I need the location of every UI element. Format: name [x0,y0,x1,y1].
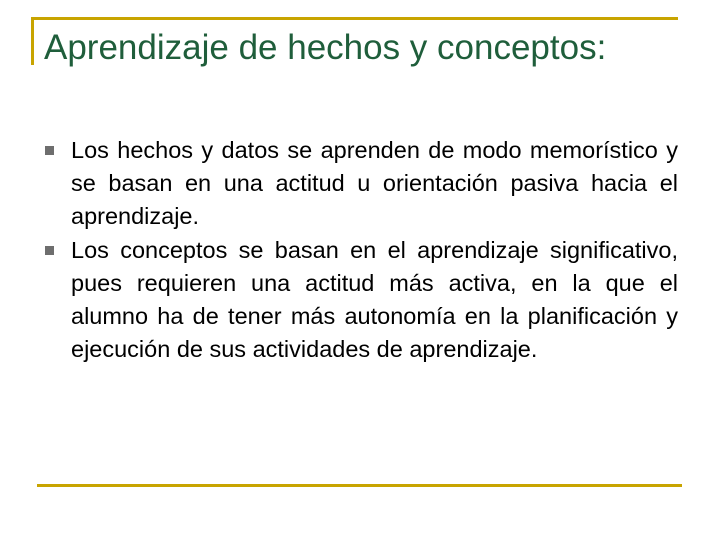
bullet-text: Los conceptos se basan en el aprendizaje significativo, pues requieren una actitud más activa, en la que el alumno ha de tener más autonomía en la planificación y ejecución de sus actividades de aprendizaje. [71,236,678,363]
bullet-text: Los hechos y datos se aprenden de modo memorístico y se basan en una actitud u orientación pasiva hacia el aprendizaje. [71,137,678,230]
top-accent-rule [33,17,678,20]
slide-title: Aprendizaje de hechos y conceptos: [44,28,607,67]
bullet-list [44,134,678,366]
bottom-accent-rule [37,484,682,487]
square-bullet-icon [45,146,54,155]
bullet-item [44,134,678,234]
left-accent-rule [31,17,34,65]
bullet-item [44,234,678,367]
square-bullet-icon [45,246,54,255]
